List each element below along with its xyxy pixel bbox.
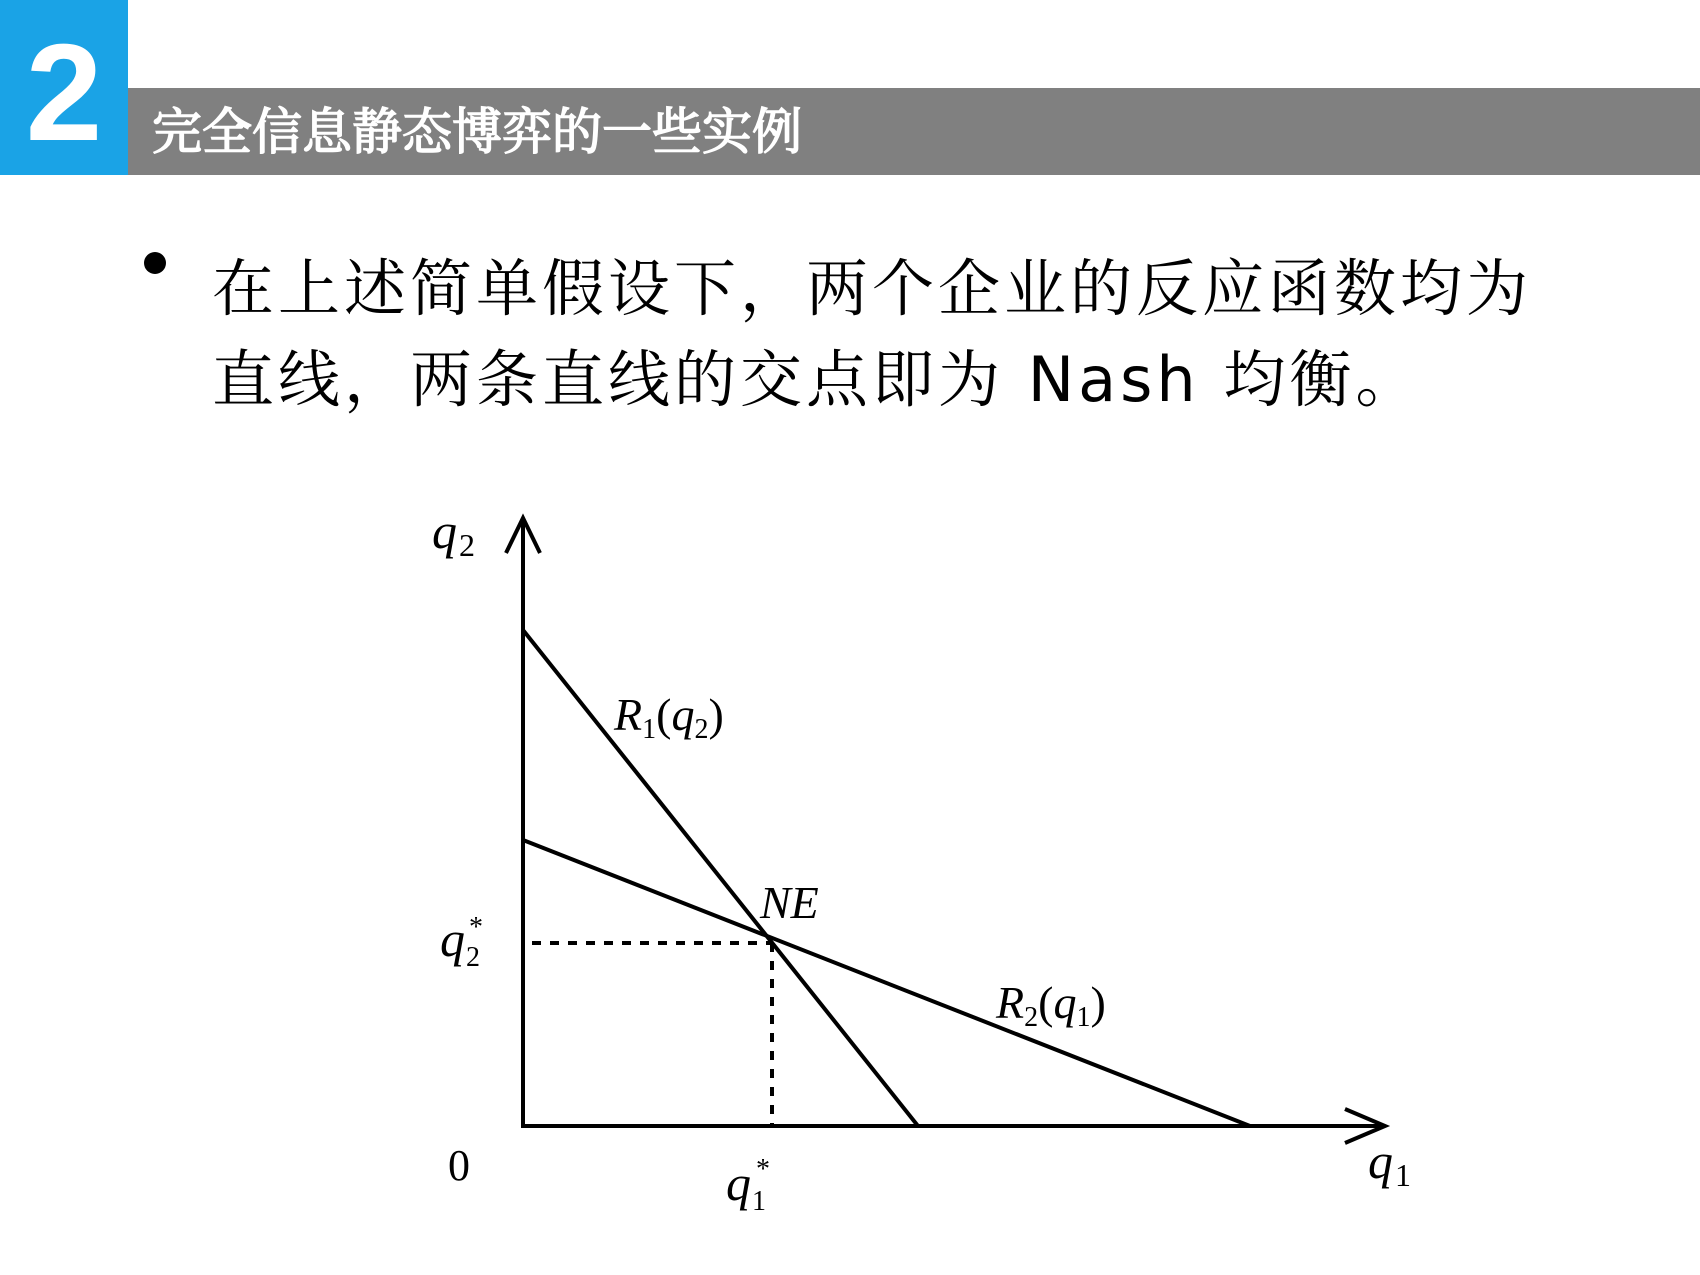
r1-label: R1(q2) — [614, 689, 724, 745]
q2-star-sub: 2 — [466, 942, 480, 973]
r2-label: R2(q1) — [996, 977, 1106, 1033]
x-axis-label: q1 — [1368, 1133, 1411, 1193]
body-paragraph: 在上述简单假设下，两个企业的反应函数均为直线，两条直线的交点即为 Nash 均衡。 — [212, 252, 1533, 416]
q2-star-sup: * — [469, 912, 483, 943]
section-number: 2 — [25, 16, 103, 170]
r2-line — [523, 840, 1250, 1126]
q1-star-sub: 1 — [752, 1186, 766, 1217]
q1-star-label: q — [726, 1155, 751, 1211]
origin-label: 0 — [448, 1141, 470, 1190]
slide-title: 完全信息静态博弈的一些实例 — [152, 103, 802, 161]
ne-label: NE — [760, 877, 819, 928]
q1-star-sup: * — [756, 1154, 770, 1185]
y-axis-label: q2 — [432, 503, 475, 563]
q2-star-label: q — [440, 911, 465, 967]
